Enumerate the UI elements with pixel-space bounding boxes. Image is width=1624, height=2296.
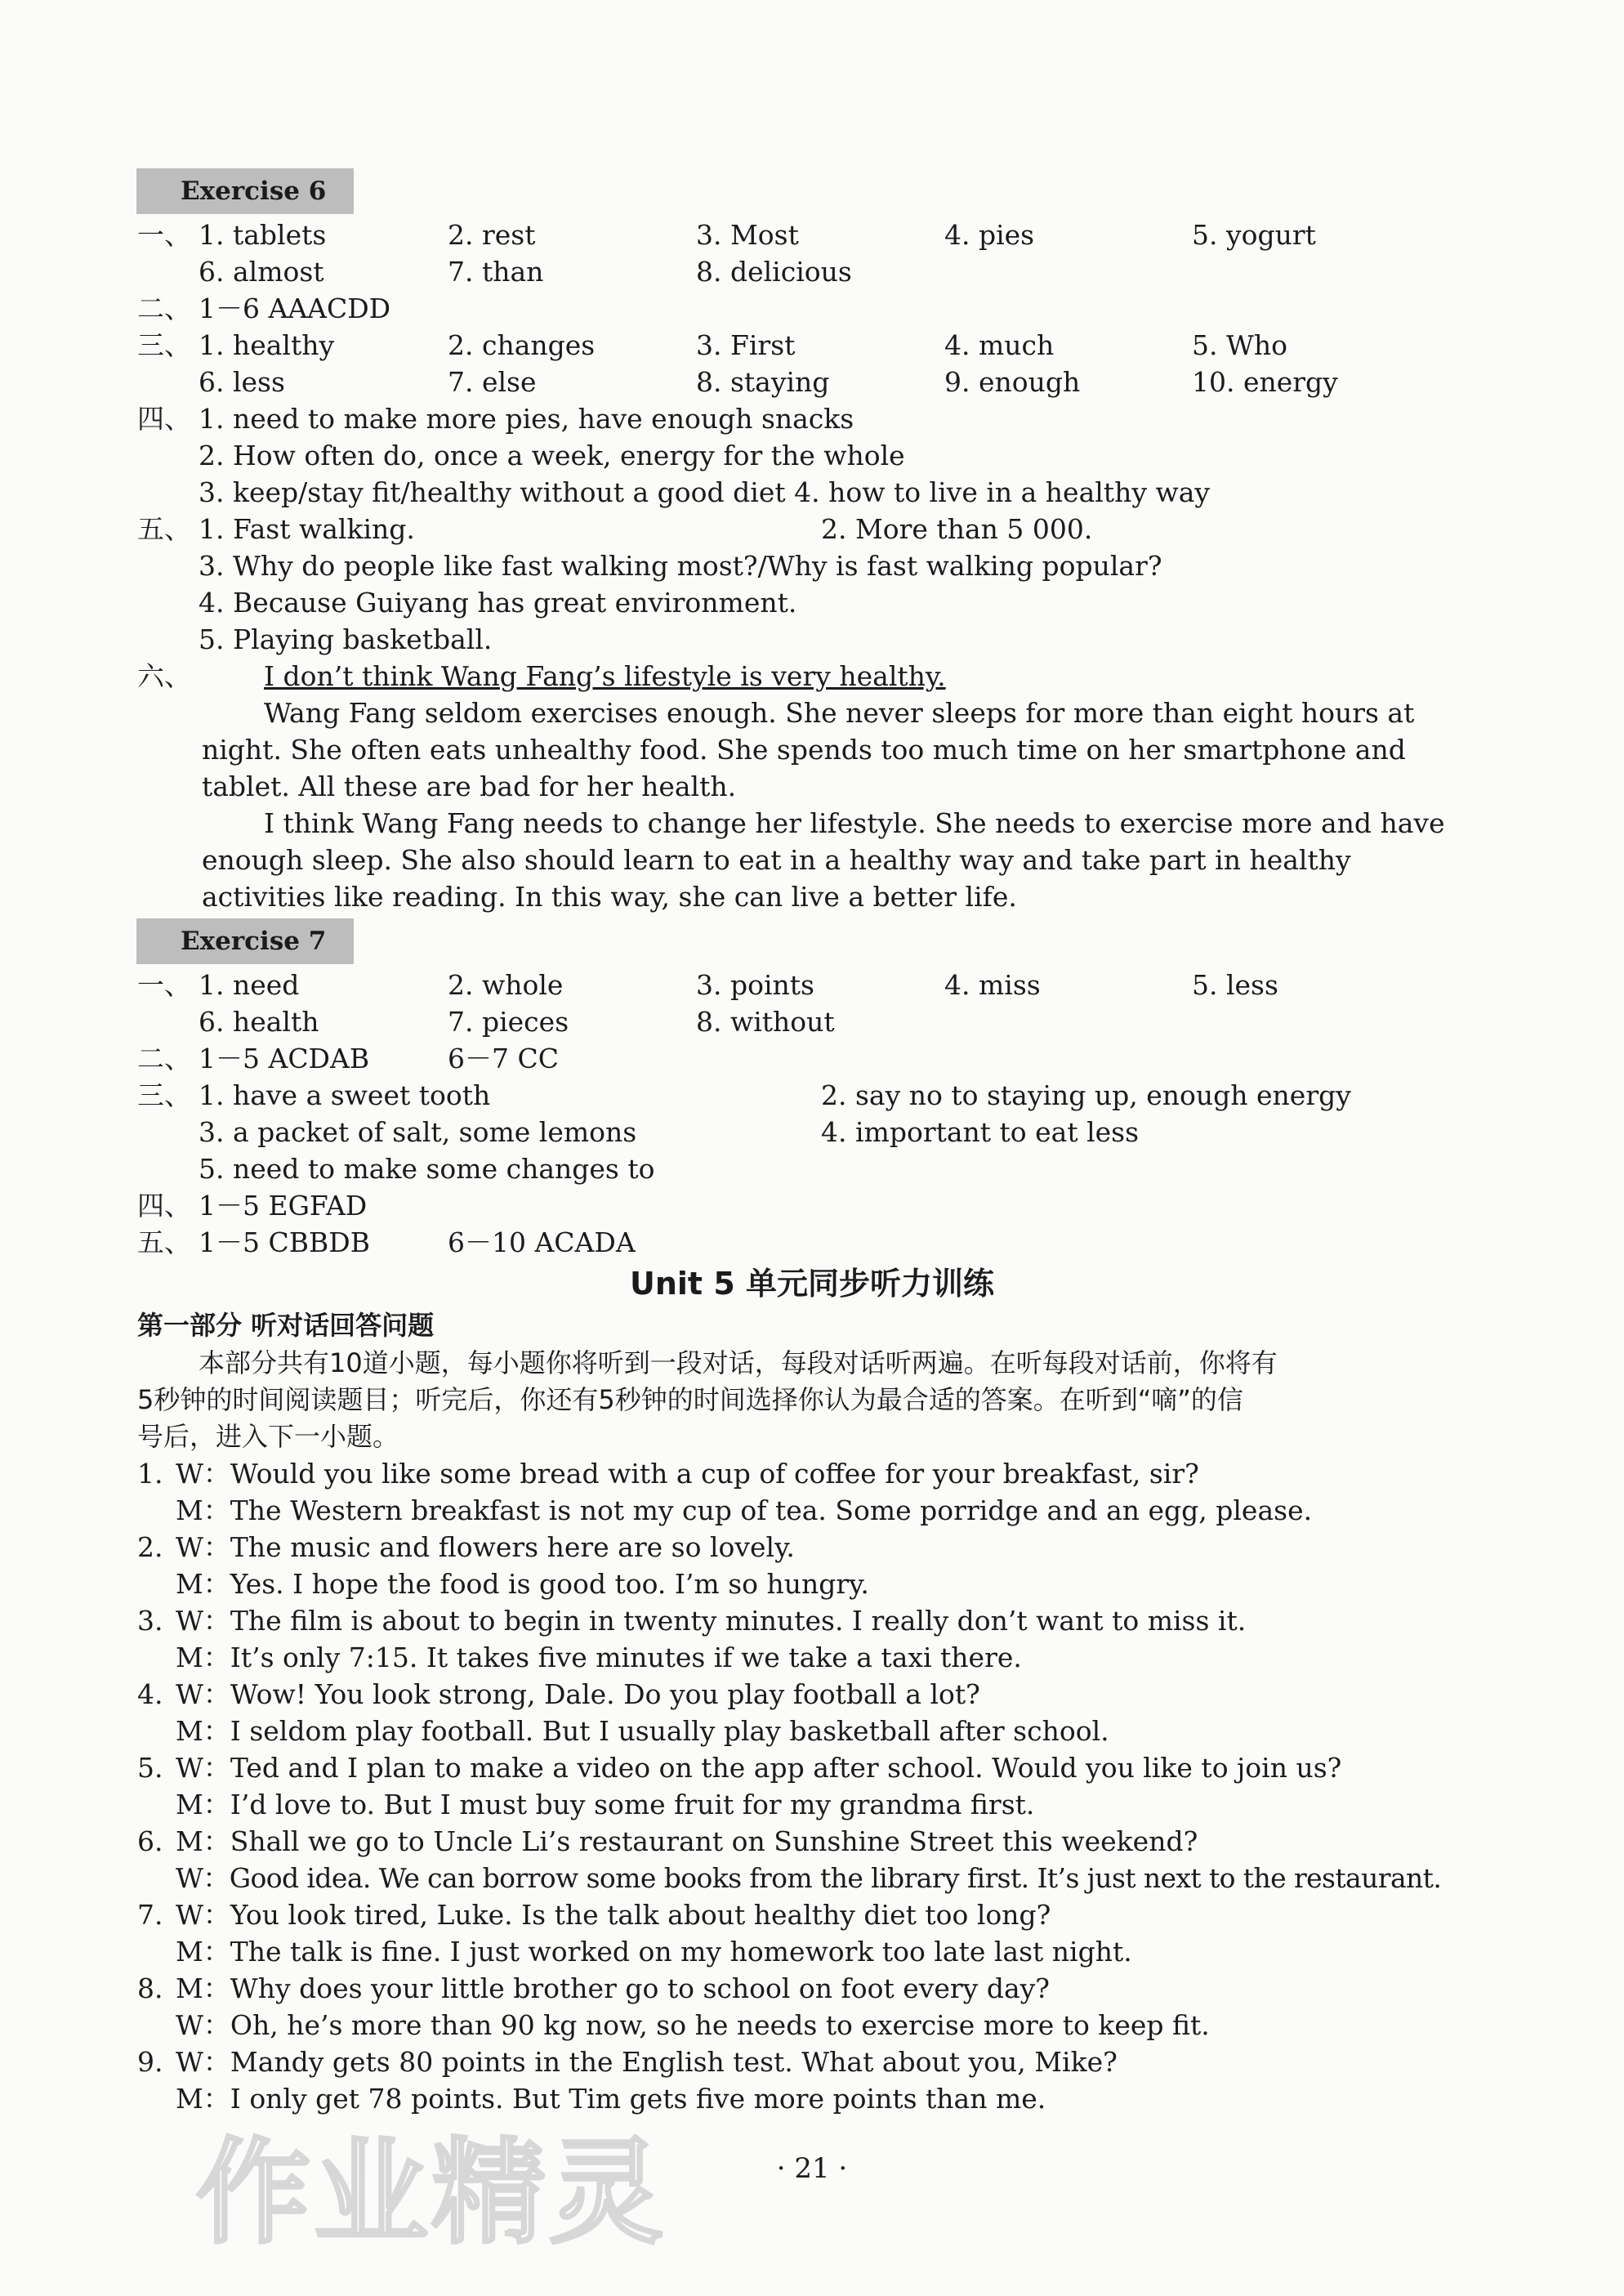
ex6-q2-label: 二、 xyxy=(137,293,191,324)
ex6-q1-item: 5. yogurt xyxy=(1192,219,1316,251)
essay-line: I think Wang Fang needs to change her lifestyle. She needs to exercise more and have xyxy=(264,807,1445,839)
essay-line: Wang Fang seldom exercises enough. She never sleeps for more than eight hours at xyxy=(264,697,1415,729)
dialogue-line: W：The film is about to begin in twenty minutes. I really don’t want to miss it. xyxy=(176,1605,1247,1637)
dialogue-number: 1. xyxy=(137,1458,163,1490)
ex6-q3-item: 3. First xyxy=(696,329,796,361)
ex7-q2-answers: 6－7 CC xyxy=(448,1043,559,1074)
ex6-q1-item: 4. pies xyxy=(944,219,1035,251)
ex6-q4-line: 3. keep/stay fit/healthy without a good diet 4. how to live in a healthy way xyxy=(199,476,1211,508)
dialogue-line: M：I only get 78 points. But Tim gets five more points than me. xyxy=(176,2083,1046,2115)
ex6-q1-item: 1. tablets xyxy=(199,219,327,251)
dialogue-line: M：Why does your little brother go to school on foot every day? xyxy=(176,1972,1050,2004)
ex7-q1-item: 2. whole xyxy=(448,969,564,1001)
ex6-q1-label: 一、 xyxy=(137,219,191,251)
ex6-q4-line: 2. How often do, once a week, energy for the whole xyxy=(199,440,905,471)
ex7-q5-label: 五、 xyxy=(137,1226,191,1258)
essay-line: night. She often eats unhealthy food. She spends too much time on her smartphone and xyxy=(202,734,1406,766)
ex6-q3-item: 10. energy xyxy=(1192,366,1338,398)
dialogue-line: W：You look tired, Luke. Is the talk about healthy diet too long? xyxy=(176,1899,1051,1931)
dialogue-line: W：Would you like some bread with a cup of coffee for your breakfast, sir? xyxy=(176,1458,1199,1490)
ex6-q3-item: 8. staying xyxy=(696,366,830,398)
ex6-q5-line: 1. Fast walking. xyxy=(199,513,415,545)
part-heading: 第一部分 听对话回答问题 xyxy=(137,1310,435,1341)
ex7-q5-answers: 6－10 ACADA xyxy=(448,1226,636,1258)
ex7-q1-label: 一、 xyxy=(137,969,191,1001)
ex7-q3-item: 2. say no to staying up, enough energy xyxy=(821,1079,1351,1111)
dialogue-number: 3. xyxy=(137,1605,163,1637)
dialogue-line: M：I’d love to. But I must buy some fruit for my grandma first. xyxy=(176,1789,1035,1820)
dialogue-number: 9. xyxy=(137,2046,163,2078)
intro-line: 本部分共有10道小题，每小题你将听到一段对话，每段对话听两遍。在听每段对话前，你将有 xyxy=(199,1347,1278,1378)
dialogue-number: 2. xyxy=(137,1531,163,1563)
ex7-q1-item: 5. less xyxy=(1192,969,1278,1001)
dialogue-number: 4. xyxy=(137,1678,163,1710)
ex7-q3-item: 5. need to make some changes to xyxy=(199,1153,655,1185)
ex6-q1-item: 8. delicious xyxy=(696,256,852,288)
dialogue-line: M：Shall we go to Uncle Li’s restaurant on Sunshine Street this weekend? xyxy=(176,1825,1198,1857)
intro-line: 号后，进入下一小题。 xyxy=(137,1421,399,1452)
ex7-q3-item: 4. important to eat less xyxy=(821,1116,1140,1148)
ex6-q5-line: 2. More than 5 000. xyxy=(821,513,1093,545)
ex6-q1-item: 7. than xyxy=(448,256,544,288)
ex6-q3-item: 1. healthy xyxy=(199,329,335,361)
exercise-6-heading: Exercise 6 xyxy=(136,168,354,214)
ex7-q2-answers: 1－5 ACDAB xyxy=(199,1043,370,1074)
ex7-q2-label: 二、 xyxy=(137,1043,191,1074)
ex6-q3-item: 2. changes xyxy=(448,329,596,361)
ex6-q6-label: 六、 xyxy=(137,660,191,692)
dialogue-line: W：Wow! You look strong, Dale. Do you play football a lot? xyxy=(176,1678,980,1710)
ex7-q1-item: 6. health xyxy=(199,1006,319,1038)
exercise-7-heading: Exercise 7 xyxy=(136,918,354,964)
ex6-q4-line: 1. need to make more pies, have enough snacks xyxy=(199,403,854,435)
dialogue-number: 7. xyxy=(137,1899,163,1931)
dialogue-line: W：Good idea. We can borrow some books from the library first. It’s just next to the restaurant. xyxy=(176,1862,1442,1894)
ex6-q1-item: 6. almost xyxy=(199,256,324,288)
dialogue-number: 5. xyxy=(137,1752,163,1784)
ex6-q3-item: 4. much xyxy=(944,329,1055,361)
ex6-q3-item: 9. enough xyxy=(944,366,1081,398)
ex6-q3-item: 5. Who xyxy=(1192,329,1288,361)
essay-title: I don’t think Wang Fang’s lifestyle is very healthy. xyxy=(264,660,946,692)
ex6-q1-item: 2. rest xyxy=(448,219,536,251)
ex7-q1-item: 7. pieces xyxy=(448,1006,569,1038)
ex6-q3-item: 6. less xyxy=(199,366,285,398)
dialogue-line: M：I seldom play football. But I usually play basketball after school. xyxy=(176,1715,1109,1747)
ex7-q1-item: 4. miss xyxy=(944,969,1041,1001)
ex7-q3-item: 3. a packet of salt, some lemons xyxy=(199,1116,637,1148)
ex6-q3-item: 7. else xyxy=(448,366,537,398)
essay-line: activities like reading. In this way, she can live a better life. xyxy=(202,881,1017,913)
ex6-q1-item: 3. Most xyxy=(696,219,799,251)
ex7-q5-answers: 1－5 CBBDB xyxy=(199,1226,370,1258)
ex7-q4-label: 四、 xyxy=(137,1190,191,1222)
dialogue-line: W：The music and flowers here are so lovely. xyxy=(176,1531,795,1563)
ex6-q5-line: 4. Because Guiyang has great environment. xyxy=(199,587,797,619)
ex6-q4-label: 四、 xyxy=(137,403,191,435)
page-number: · 21 · xyxy=(776,2152,848,2185)
dialogue-line: M：Yes. I hope the food is good too. I’m so hungry. xyxy=(176,1568,869,1600)
unit-title: Unit 5 单元同步听力训练 xyxy=(630,1266,994,1302)
ex6-q5-line: 3. Why do people like fast walking most?/Why is fast walking popular? xyxy=(199,550,1162,582)
dialogue-line: M：The Western breakfast is not my cup of tea. Some porridge and an egg, please. xyxy=(176,1494,1313,1526)
ex7-q3-item: 1. have a sweet tooth xyxy=(199,1079,491,1111)
ex7-q4-answers: 1－5 EGFAD xyxy=(199,1190,368,1222)
ex6-q3-label: 三、 xyxy=(137,329,191,361)
ex6-q5-label: 五、 xyxy=(137,513,191,545)
ex6-q5-line: 5. Playing basketball. xyxy=(199,623,493,655)
intro-line: 5秒钟的时间阅读题目；听完后，你还有5秒钟的时间选择你认为最合适的答案。在听到“嘀”的信 xyxy=(137,1384,1243,1415)
ex7-q1-item: 8. without xyxy=(696,1006,835,1038)
essay-line: enough sleep. She also should learn to eat in a healthy way and take part in healthy xyxy=(202,844,1351,876)
ex6-q2-answers: 1－6 AAACDD xyxy=(199,293,391,324)
dialogue-number: 6. xyxy=(137,1825,163,1857)
dialogue-line: M：It’s only 7:15. It takes five minutes if we take a taxi there. xyxy=(176,1642,1022,1673)
ex7-q1-item: 3. points xyxy=(696,969,814,1001)
dialogue-line: W：Oh, he’s more than 90 kg now, so he needs to exercise more to keep fit. xyxy=(176,2009,1210,2041)
dialogue-line: W：Mandy gets 80 points in the English test. What about you, Mike? xyxy=(176,2046,1118,2078)
watermark-logo: 作业精灵 xyxy=(196,2127,667,2260)
ex7-q3-label: 三、 xyxy=(137,1079,191,1111)
dialogue-number: 8. xyxy=(137,1972,163,2004)
ex7-q1-item: 1. need xyxy=(199,969,300,1001)
essay-line: tablet. All these are bad for her health. xyxy=(202,771,737,802)
dialogue-line: M：The talk is fine. I just worked on my homework too late last night. xyxy=(176,1936,1132,1968)
dialogue-line: W：Ted and I plan to make a video on the app after school. Would you like to join us? xyxy=(176,1752,1342,1784)
